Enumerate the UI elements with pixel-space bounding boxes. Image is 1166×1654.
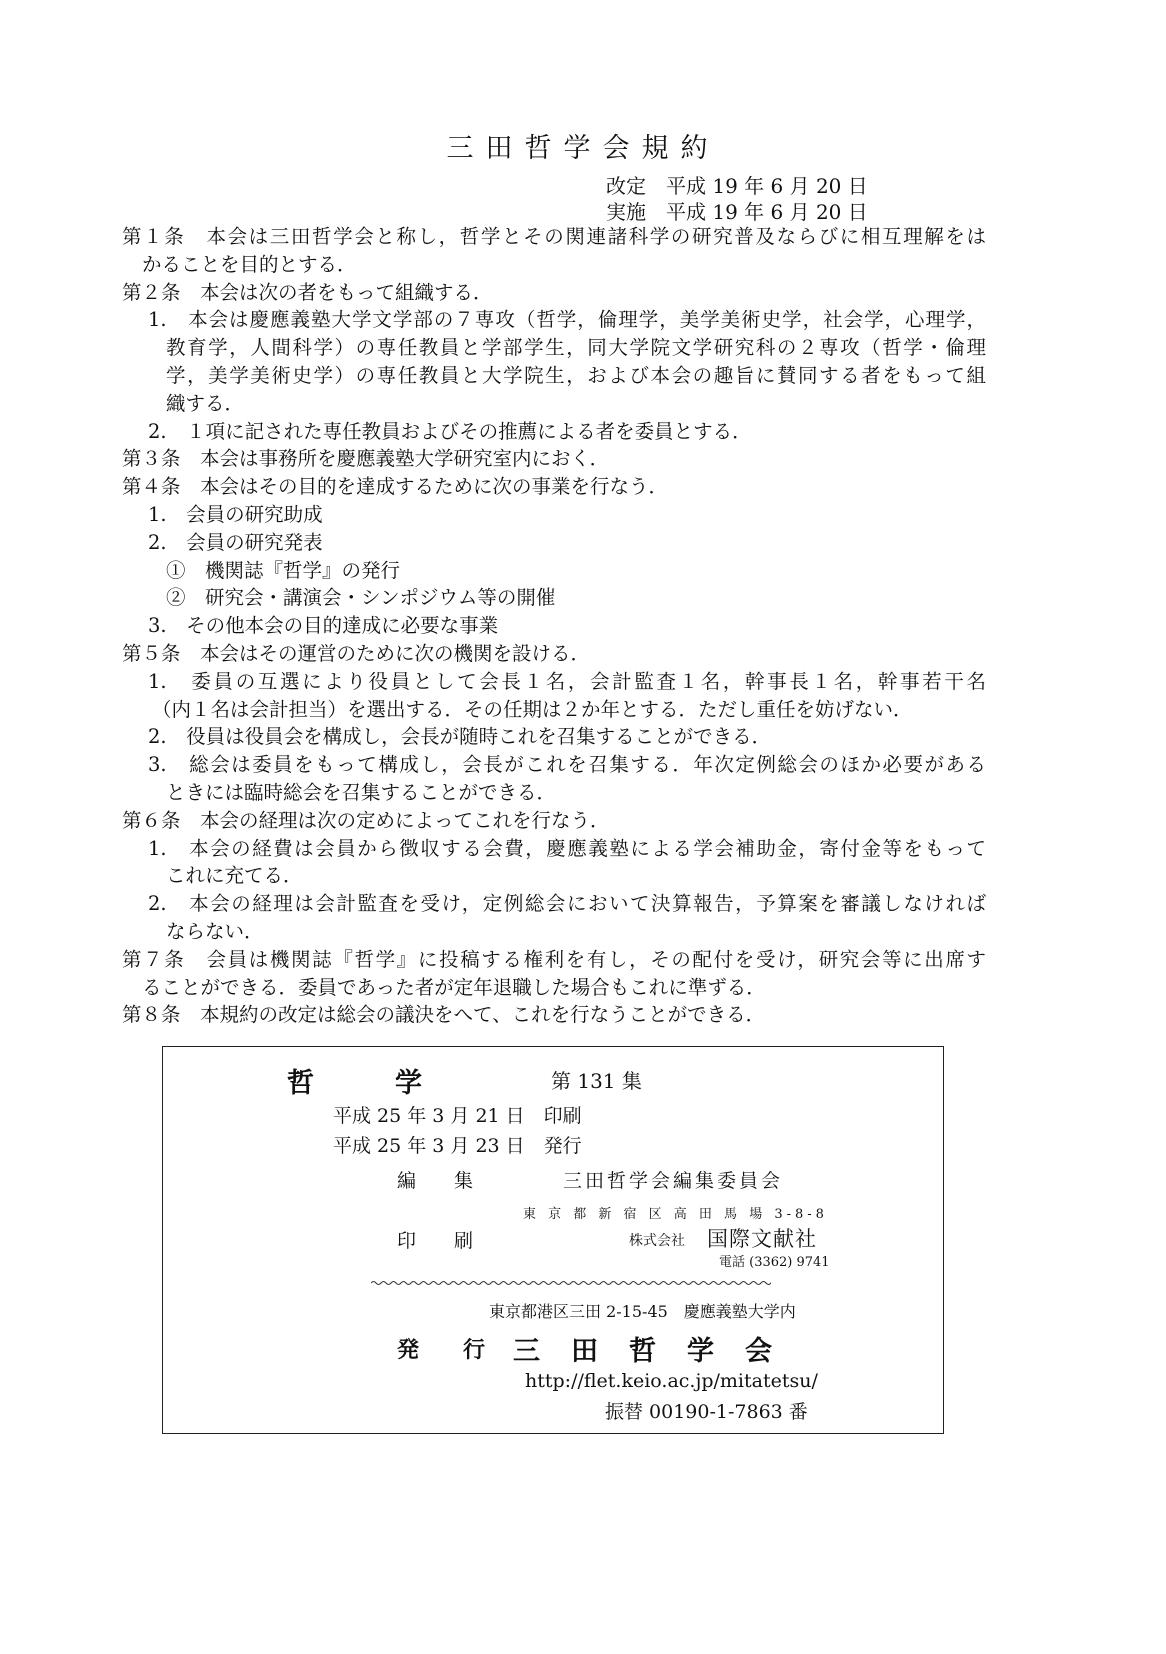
clause-line: ならない． [166, 919, 264, 943]
clause-line: 2. １項に記された専任教員およびその推薦による者を委員とする． [148, 419, 752, 443]
editor-name: 三田哲学会編集委員会 [563, 1170, 784, 1192]
wavy-divider [371, 1279, 771, 1287]
clause-line: これに充てる． [166, 864, 303, 888]
clause-line: 2. 役員は役員会を構成し，会長が随時これを召集することができる． [148, 725, 772, 749]
article-line: 第３条 本会は事務所を慶應義塾大学研究室内におく． [122, 447, 610, 471]
article-line: 第５条 本会はその運営のために次の機関を設ける． [122, 641, 591, 665]
article-line: 第７条 会員は機関誌『哲学』に投稿する権利を有し，その配付を受け，研究会等に出席す [122, 947, 986, 971]
printer-prefix: 株式会社 [629, 1233, 685, 1249]
clause-line: 2. 会員の研究発表 [148, 530, 323, 554]
postal-transfer-account: 振替 00190-1-7863 番 [605, 1401, 808, 1423]
article-line: 第１条 本会は三田哲学会と称し，哲学とその関連諸科学の研究普及ならびに相互理解をは [122, 225, 986, 248]
article-line: 第６条 本会の経理は次の定めによってこれを行なう． [122, 808, 610, 832]
clause-line: 2. 本会の経理は会計監査を受け，定例総会において決算報告，予算案を審議しなければ [148, 892, 986, 916]
article-line: かることを目的とする． [142, 252, 357, 276]
regulations-body [122, 223, 986, 1029]
revision-date: 改定 平成 19 年 6 月 20 日 [606, 174, 868, 198]
publisher-url[interactable]: http://flet.keio.ac.jp/mitatetsu/ [525, 1370, 818, 1392]
volume-number: 第 131 集 [551, 1069, 642, 1093]
printer-address: 東 京 都 新 宿 区 高 田 馬 場 3-8-8 [523, 1207, 828, 1222]
sub-clause-line: ② 研究会・講演会・シンポジウム等の開催 [166, 586, 556, 610]
colophon-box [162, 1046, 944, 1434]
printer-phone: 電話 (3362) 9741 [719, 1255, 830, 1270]
sub-clause-line: ① 機関誌『哲学』の発行 [166, 558, 401, 582]
clause-line: 学，美学美術史学）の専任教員と大学院生，および本会の趣旨に賛同する者をもって組 [166, 363, 986, 387]
printer-label: 印 刷 [397, 1230, 474, 1252]
publisher-name: 三 田 哲 学 会 [513, 1336, 774, 1367]
clause-line: ときには臨時総会を召集することができる． [166, 780, 557, 804]
article-line: ることができる．委員であった者が定年退職した場合もこれに準ずる． [142, 975, 766, 999]
publisher-label: 発 行 [397, 1338, 486, 1363]
clause-line: 3. その他本会の目的達成に必要な事業 [148, 614, 499, 638]
issue-date: 平成 25 年 3 月 23 日 発行 [333, 1135, 582, 1157]
clause-line: 教育学，人間科学）の専任教員と学部学生，同大学院文学研究科の２専攻（哲学・倫理 [166, 336, 986, 360]
article-line: 第２条 本会は次の者をもって組織する． [122, 280, 493, 304]
journal-name: 哲 学 [287, 1068, 422, 1099]
article-line: 第４条 本会はその目的を達成するために次の事業を行なう． [122, 475, 669, 499]
clause-line: 1. 本会は慶應義塾大学文学部の７専攻（哲学，倫理学，美学美術史学，社会学，心理学， [148, 308, 986, 332]
clause-line: 3. 総会は委員をもって構成し，会長がこれを召集する．年次定例総会のほか必要がある [148, 753, 986, 777]
article-line: 第８条 本規約の改定は総会の議決をへて、これを行なうことができる． [122, 1003, 766, 1027]
publisher-address: 東京都港区三田 2-15-45 慶應義塾大学内 [489, 1302, 796, 1321]
clause-line: 1. 本会の経費は会員から徴収する会費，慶應義塾による学会補助金，寄付金等をもって [148, 836, 986, 860]
print-date: 平成 25 年 3 月 21 日 印刷 [333, 1105, 582, 1127]
clause-line: 1. 会員の研究助成 [148, 502, 323, 526]
enforcement-date: 実施 平成 19 年 6 月 20 日 [606, 200, 868, 224]
document-title: 三田哲学会規約 [446, 133, 720, 164]
clause-line: 織する． [166, 391, 245, 415]
clause-line: （内１名は会計担当）を選出する．その任期は２か年とする．ただし重任を妨げない． [152, 697, 913, 721]
clause-line: 1. 委員の互選により役員として会長１名，会計監査１名，幹事長１名，幹事若干名 [148, 669, 986, 693]
editor-label: 編 集 [397, 1170, 474, 1192]
printer-name: 国際文献社 [707, 1227, 817, 1251]
